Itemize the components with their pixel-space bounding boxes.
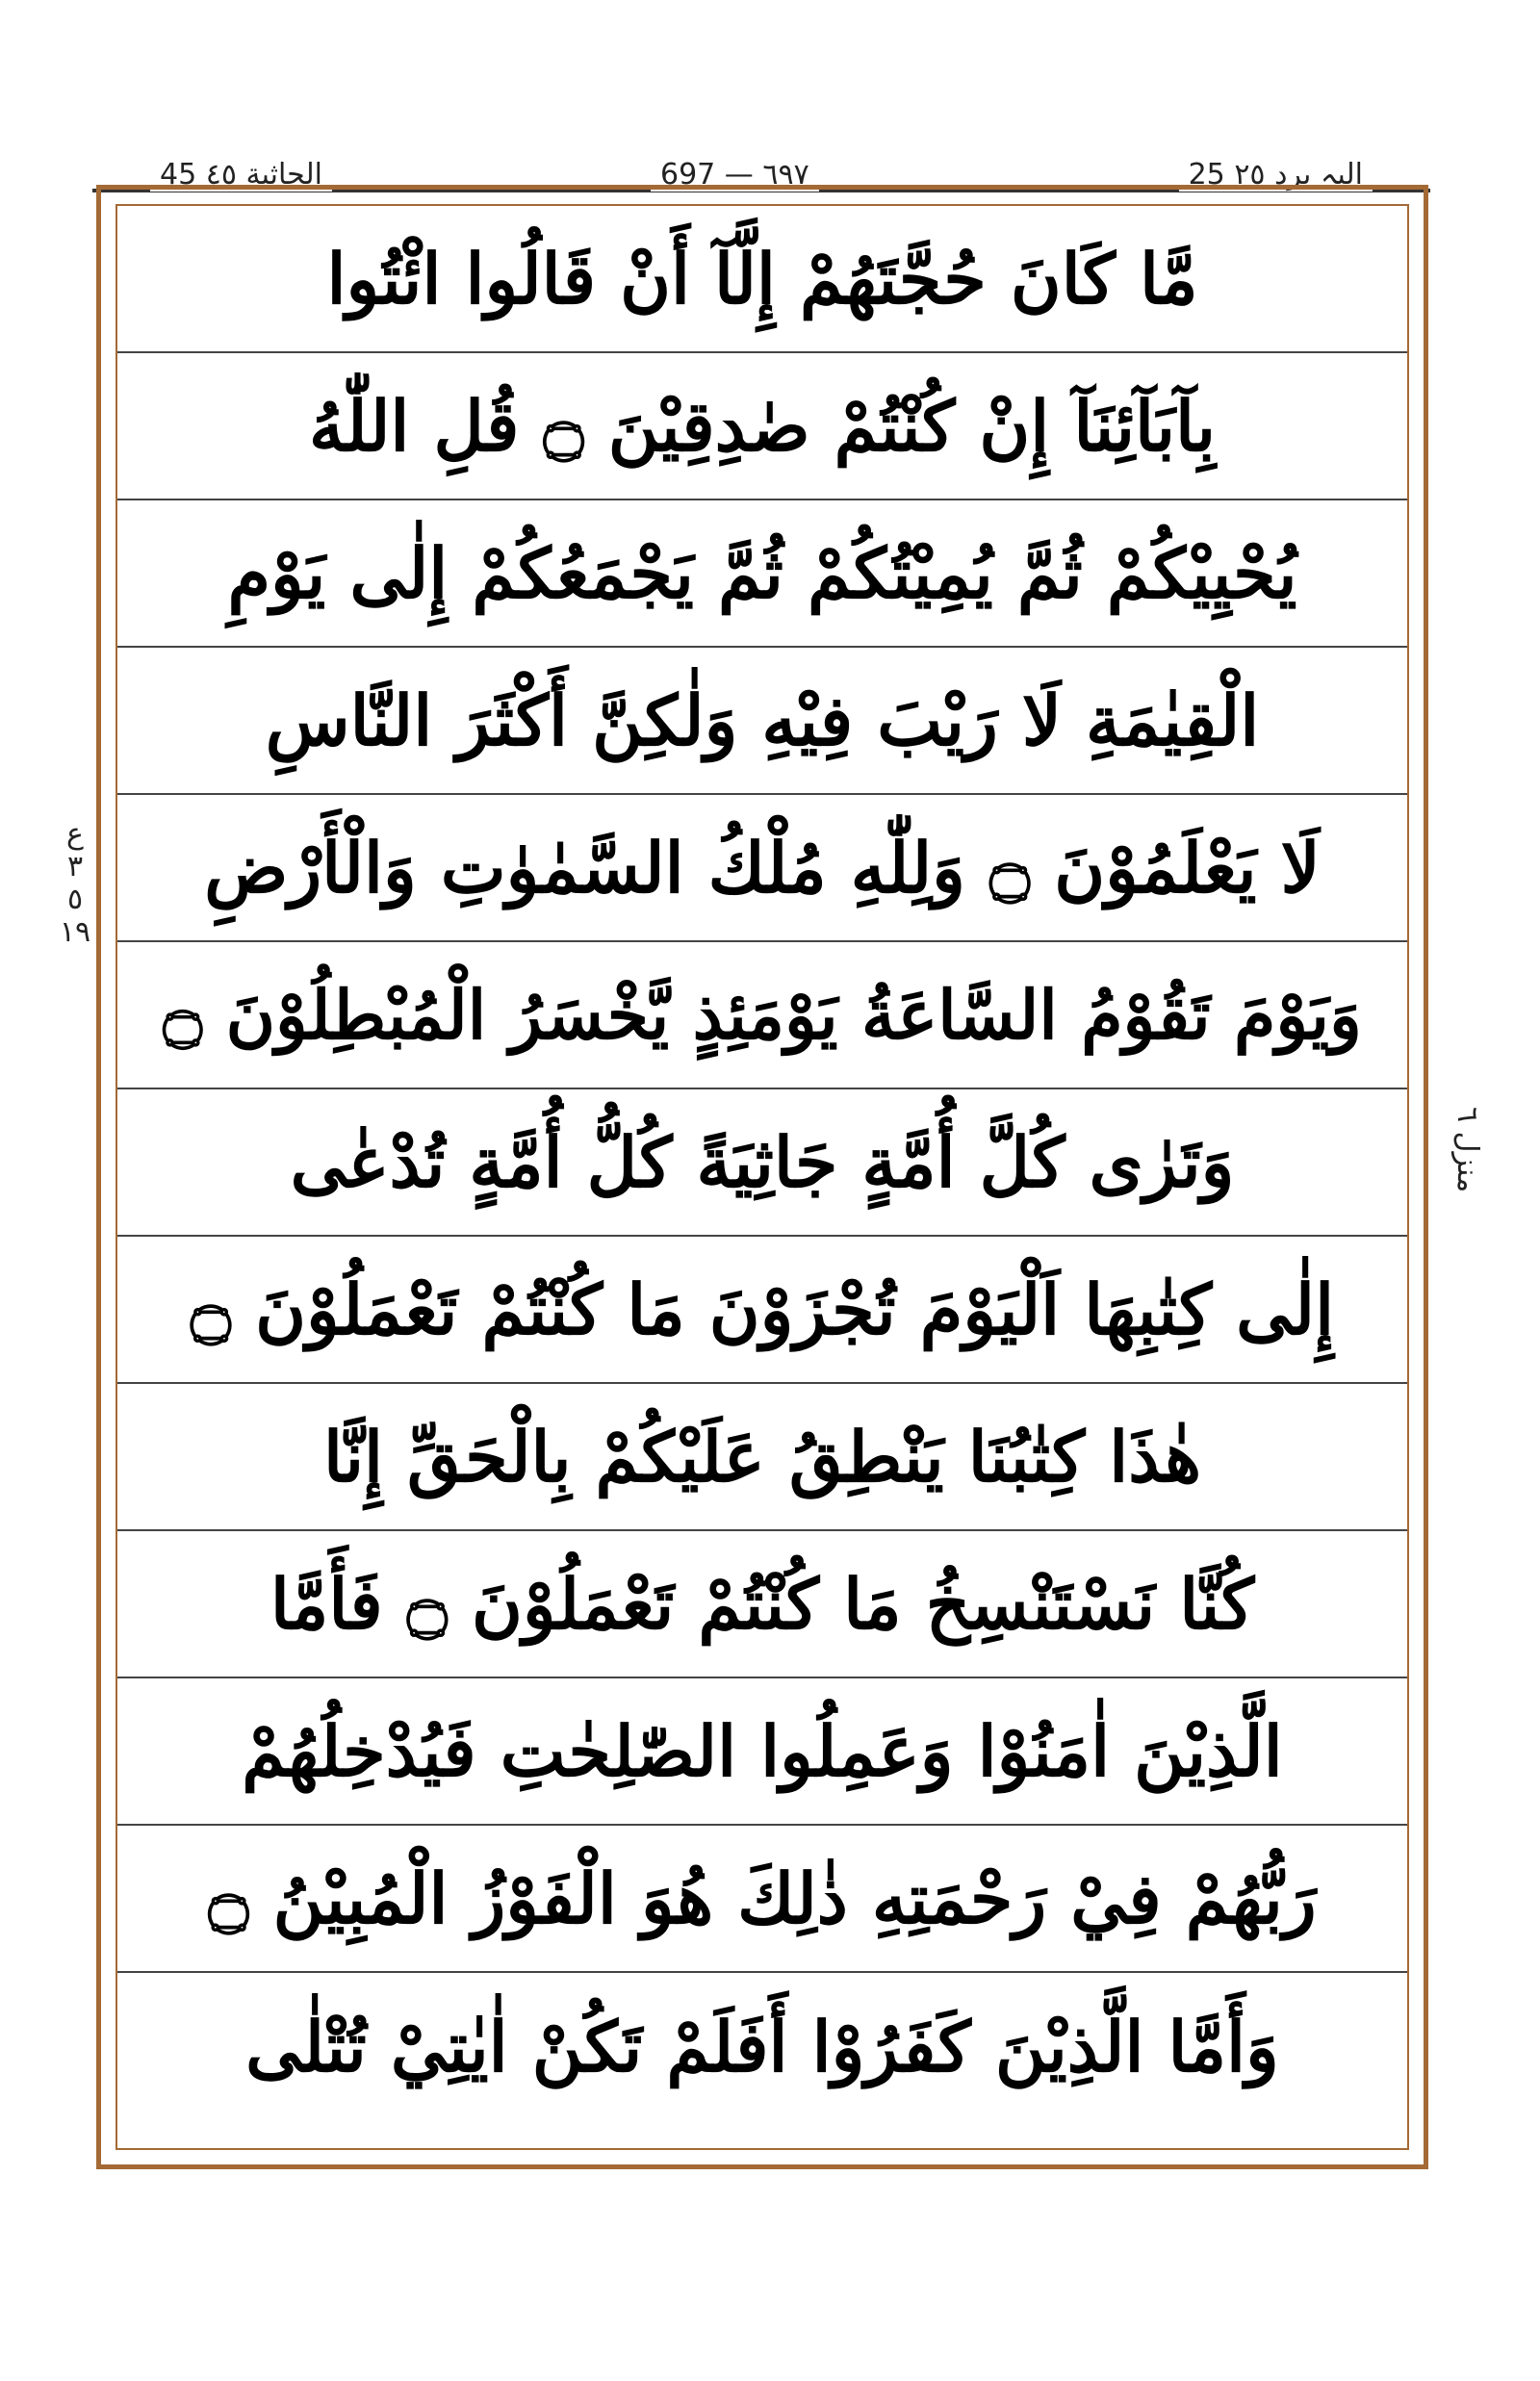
verse-line [117,795,1407,942]
verse-line [117,353,1407,500]
verse-text: وَيَوْمَ تَقُوْمُ السَّاعَةُ يَوْمَئِذٍ يَّخْسَرُ الْمُبْطِلُوْنَ ۝ [163,975,1362,1055]
verse-text: إِلٰى كِتٰبِهَا اَلْيَوْمَ تُجْزَوْنَ مَا كُنْتُمْ تَعْمَلُوْنَ ۝ [190,1268,1335,1350]
page-number: 697 — ٦٩٧ [651,158,819,192]
verse-line [117,1826,1407,1973]
verse-line [117,1384,1407,1531]
verse-text: بِآبَآئِنَآ إِنْ كُنْتُمْ صٰدِقِيْنَ ۝ قُلِ اللّٰهُ [309,385,1216,467]
verse-line [117,1973,1407,2120]
verse-text: هٰذَا كِتٰبُنَا يَنْطِقُ عَلَيْكُمْ بِالْحَقِّ إِنَّا [323,1416,1201,1498]
verse-text: لَا يَعْلَمُوْنَ ۝ وَلِلّٰهِ مُلْكُ السَّمٰوٰتِ وَالْأَرْضِ [204,827,1321,909]
verse-line [117,1531,1407,1678]
verse-text: يُحْيِيْكُمْ ثُمَّ يُمِيْتُكُمْ ثُمَّ يَجْمَعُكُمْ إِلٰى يَوْمِ [227,532,1297,614]
verse-line [117,1678,1407,1826]
verse-line [117,206,1407,353]
verse-text: الَّذِيْنَ اٰمَنُوْا وَعَمِلُوا الصّٰلِحٰتِ فَيُدْخِلُهُمْ [242,1710,1283,1792]
verse-text: الْقِيٰمَةِ لَا رَيْبَ فِيْهِ وَلٰكِنَّ أَكْثَرَ النَّاسِ [265,679,1260,761]
verse-text: مَّا كَانَ حُجَّتَهُمْ إِلَّآ أَنْ قَالُوا ائْتُوا [326,238,1198,320]
verse-line [117,942,1407,1089]
surah-label: 45 الجاثية ٤٥ [150,158,332,192]
verse-text: وَتَرٰى كُلَّ أُمَّةٍ جَاثِيَةً كُلُّ أُمَّةٍ تُدْعٰى [290,1121,1235,1203]
verse-text: رَبُّهُمْ فِيْ رَحْمَتِهِ ذٰلِكَ هُوَ الْفَوْزُ الْمُبِيْنُ ۝ [208,1857,1317,1939]
verse-line [117,1089,1407,1237]
para-label: 25 الیہ یرد ٢٥ [1179,158,1373,192]
verse-lines [117,206,1407,2120]
verse-text: وَأَمَّا الَّذِيْنَ كَفَرُوْا أَفَلَمْ تَكُنْ اٰيٰتِيْ تُتْلٰى [245,2006,1279,2087]
manzil-marker: منزل ٦ [1450,1107,1484,1193]
verse-line [117,500,1407,648]
ruku-marker: ع ٣ ٥ ١٩ [59,817,91,949]
verse-line [117,1237,1407,1384]
verse-text: كُنَّا نَسْتَنْسِخُ مَا كُنْتُمْ تَعْمَلُوْنَ ۝ فَأَمَّا [270,1563,1255,1645]
verse-line [117,648,1407,795]
